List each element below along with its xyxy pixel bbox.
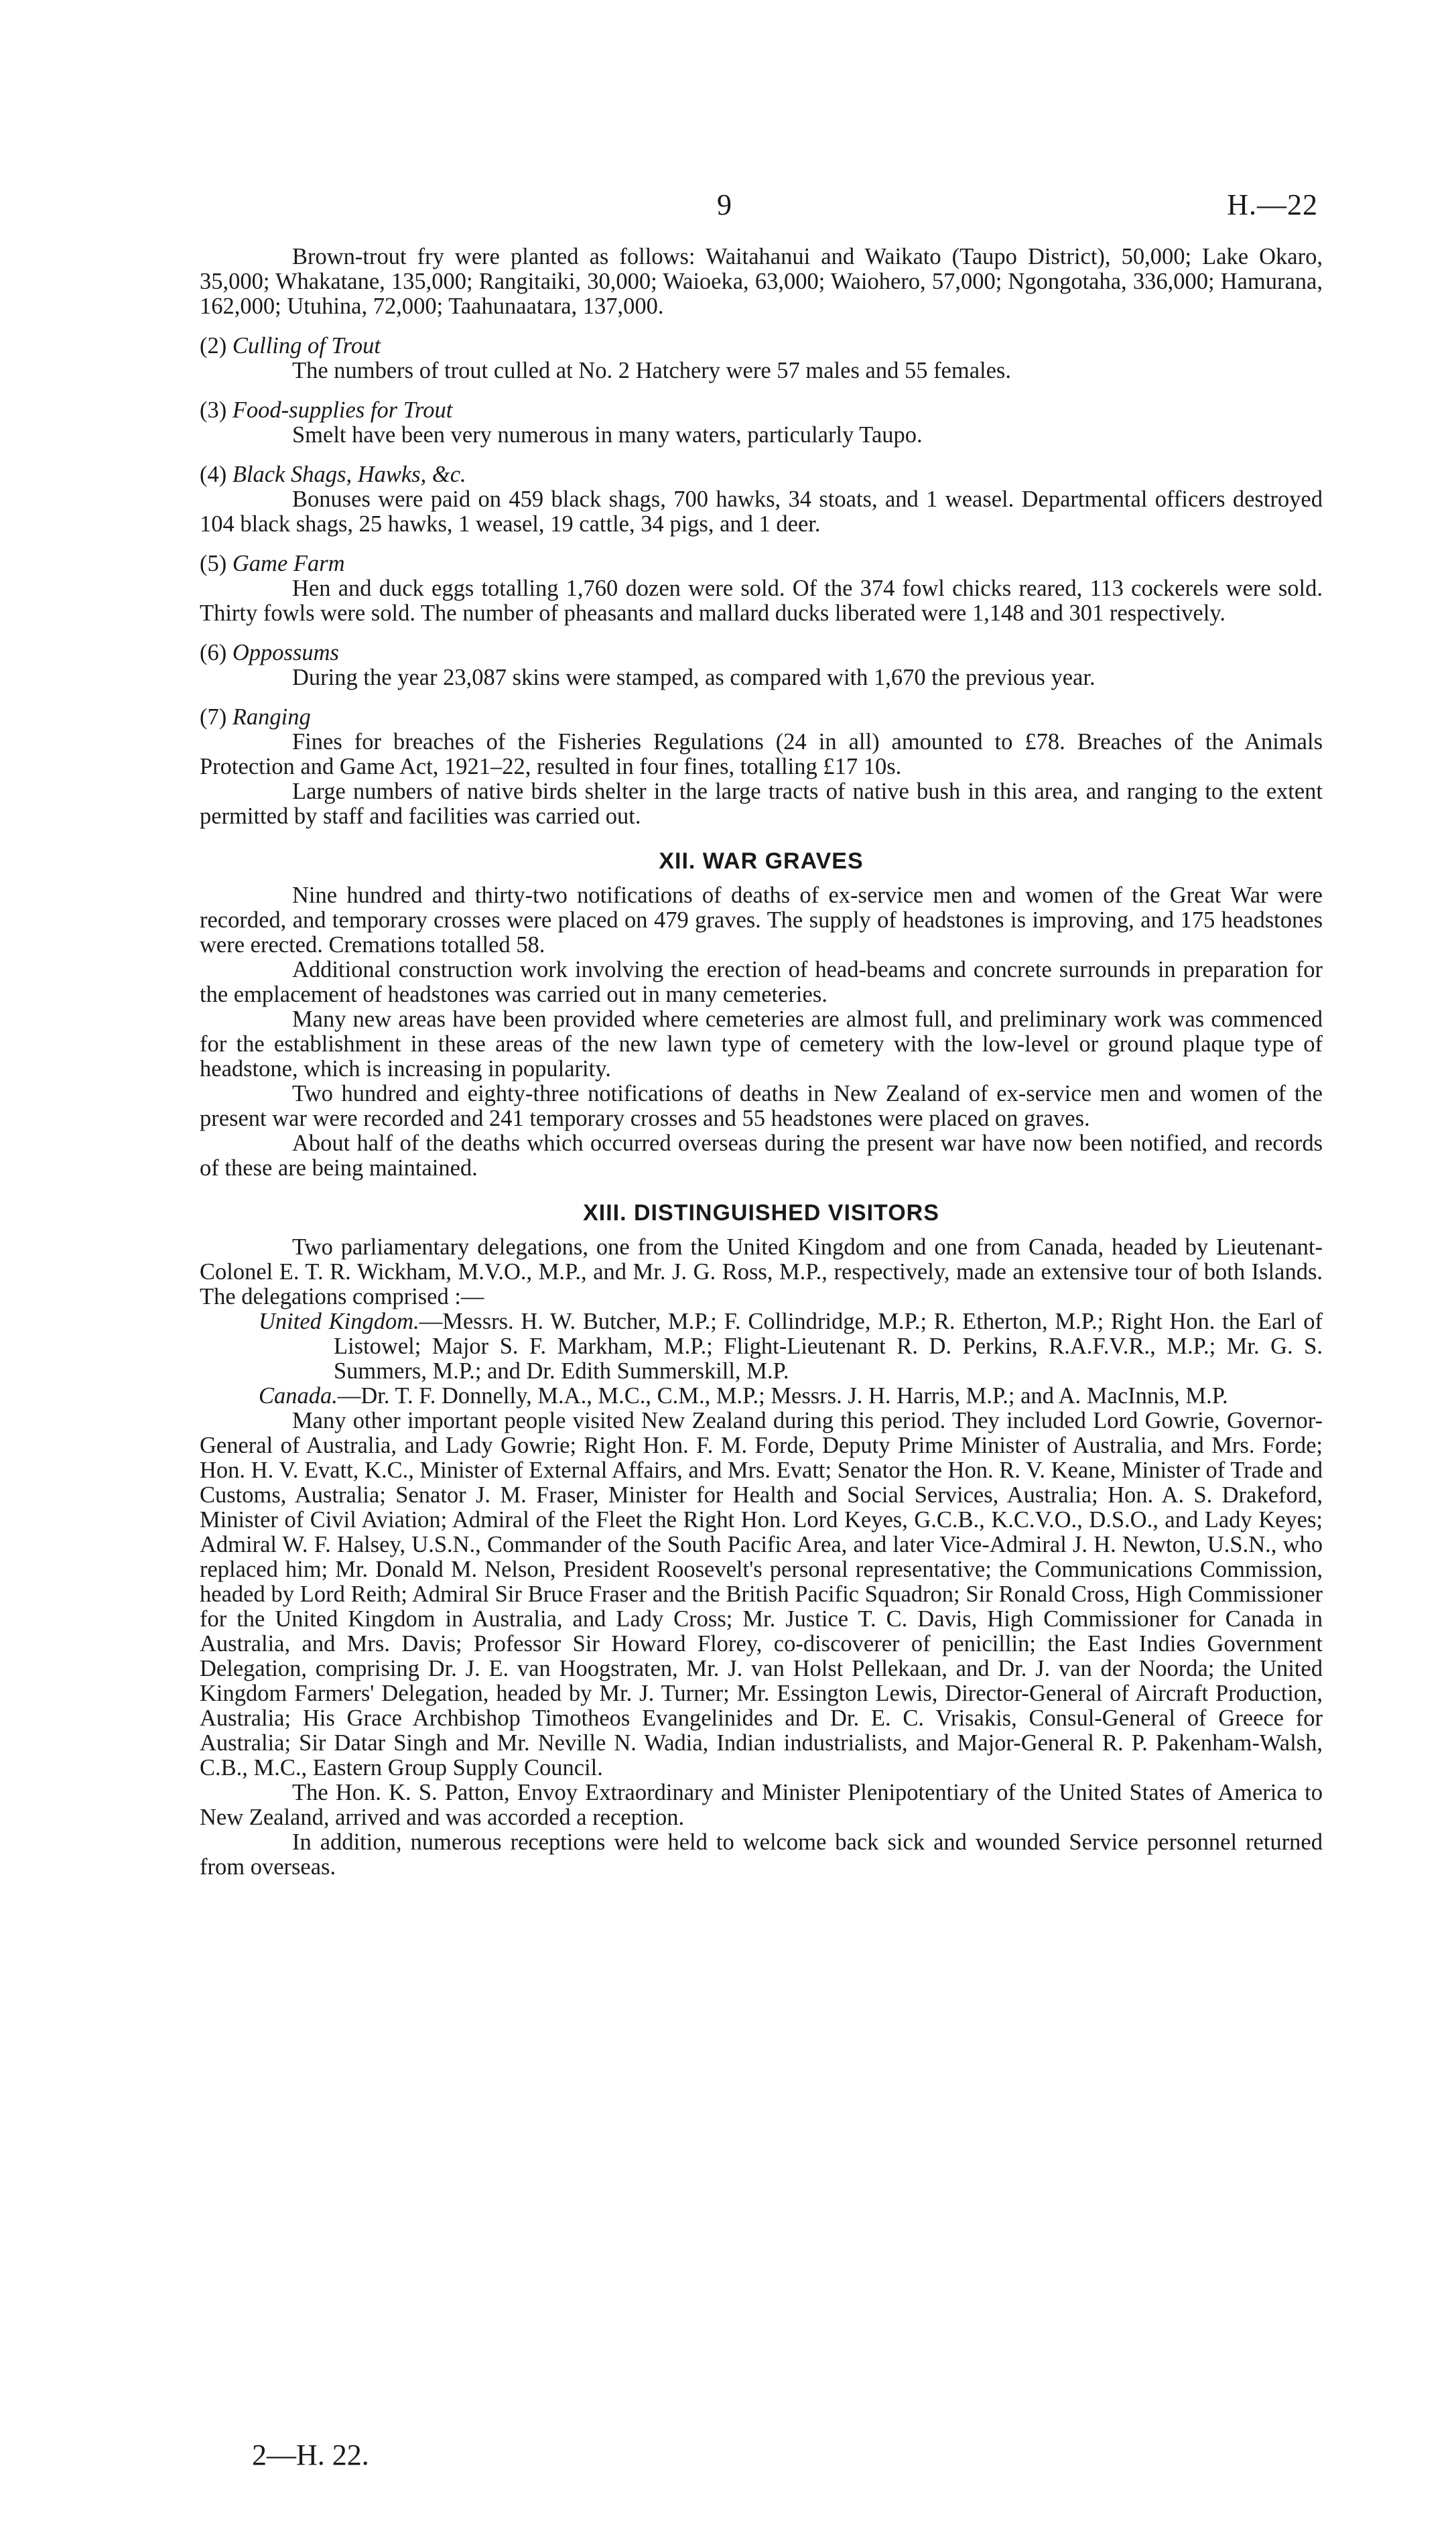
subsection-text: During the year 23,087 skins were stamped, as compared with 1,670 the previous year. [292, 665, 1096, 690]
visitors-intro: Two parliamentary delegations, one from the United Kingdom and one from Canada, headed by Lieutenant-Colonel E. T. R. Wickham, M.V.O., M.P., and Mr. J. G. Ross, M.P., respectively, made an extensive tour of both Islands. The delegations comprised :— [200, 1234, 1323, 1309]
subsection-text: Bonuses were paid on 459 black shags, 700 hawks, 34 stoats, and 1 weasel. Departmental officers destroyed 104 black shags, 25 hawks, 1 weasel, 19 cattle, 34 pigs, and 1 deer. [200, 487, 1323, 537]
delegation-canada [200, 1384, 1323, 1409]
subsection-text: Hen and duck eggs totalling 1,760 dozen were sold. Of the 374 fowl chicks reared, 113 cockerels were sold. Thirty fowls were sold. The number of pheasants and mallard ducks liberated were 1,148 and 301 respectively. [200, 576, 1323, 626]
subsection-text: The numbers of trout culled at No. 2 Hatchery were 57 males and 55 females. [292, 358, 1011, 383]
delegation-members: —Messrs. H. W. Butcher, M.P.; F. Collindridge, M.P.; R. Etherton, M.P.; Right Hon. the Earl of Listowel; Major S. F. Markham, M.P.; Flight-Lieutenant R. D. Perkins, R.A.F.V.R., M.P.; Mr. G. S. Summers, M.P.; and Dr. Edith Summerskill, M.P. [334, 1309, 1323, 1384]
document-reference: H.—22 [1227, 188, 1318, 221]
subsection-heading: (3) Food-supplies for Trout [200, 397, 453, 423]
subsection-game-farm [200, 552, 1323, 626]
page-header [0, 188, 1456, 228]
subsection-ranging [200, 705, 1323, 829]
subsection-text: Smelt have been very numerous in many waters, particularly Taupo. [292, 422, 923, 448]
visitors-paragraph: Many other important people visited New Zealand during this period. They included Lord Gowrie, Governor-General of Australia, and Lady Gowrie; Right Hon. F. M. Forde, Deputy Prime Minister of Australia, and Mrs. Forde; Hon. H. V. Evatt, K.C., Minister of External Affairs, and Mrs. Evatt; Senator the Hon. R. V. Keane, Minister of Trade and Customs, Australia; Senator J. M. Fraser, Minister for Health and Social Services, Australia; Hon. A. S. Drakeford, Minister of Civil Aviation; Admiral of the Fleet the Right Hon. Lord Keyes, G.C.B., K.C.V.O., D.S.O., and Lady Keyes; Admiral W. F. Halsey, U.S.N., Commander of the South Pacific Area, and later Vice-Admiral J. H. Newton, U.S.N., who replaced him; Mr. Donald M. Nelson, President Roosevelt's personal representative; the Communications Commission, headed by Lord Reith; Admiral Sir Bruce Fraser and the British Pacific Squadron; Sir Ronald Cross, High Commissioner for the United Kingdom in Australia, and Lady Cross; Mr. Justice T. C. Davis, High Commissioner for Canada in Australia, and Mrs. Davis; Professor Sir Howard Florey, co-discoverer of penicillin; the East Indies Government Delegation, comprising Dr. J. E. van Hoogstraten, Mr. J. van Holst Pellekaan, and Dr. J. van der Noorda; the United Kingdom Farmers' Delegation, headed by Mr. J. Turner; Mr. Essington Lewis, Director-General of Aircraft Production, Australia; His Grace Archbishop Timotheos Evangelinides and Dr. E. C. Vrisakis, Consul-General of Greece for Australia; Sir Datar Singh and Mr. Neville N. Wadia, Indian industrialists, and Major-General R. P. Pakenham-Walsh, C.B., M.C., Eastern Group Supply Council. [200, 1408, 1323, 1781]
subsection-text: Large numbers of native birds shelter in the large tracts of native bush in this area, and ranging to the extent permitted by staff and facilities was carried out. [200, 779, 1323, 829]
section-heading-distinguished-visitors: XIII. DISTINGUISHED VISITORS [583, 1200, 939, 1226]
subsection-heading: (4) Black Shags, Hawks, &c. [200, 462, 466, 487]
subsection-heading: (6) Oppossums [200, 640, 339, 665]
delegation-members: —Dr. T. F. Donnelly, M.A., M.C., C.M., M.P.; Messrs. J. H. Harris, M.P.; and A. MacInnis, M.P. [337, 1383, 1228, 1409]
subsection-food-supplies [200, 398, 1323, 448]
war-graves-paragraph: Nine hundred and thirty-two notifications of deaths of ex-service men and women of the Great War were recorded, and temporary crosses were placed on 479 graves. The supply of headstones is improving, and 175 headstones were erected. Cremations totalled 58. [200, 883, 1323, 958]
section-heading-war-graves: XII. WAR GRAVES [659, 848, 864, 874]
war-graves-paragraph: Additional construction work involving the erection of head-beams and concrete surrounds in preparation for the emplacement of headstones was carried out in many cemeteries. [200, 957, 1323, 1007]
subsection-heading: (5) Game Farm [200, 551, 345, 576]
page-body [200, 245, 1323, 1880]
visitors-paragraph: The Hon. K. S. Patton, Envoy Extraordinary and Minister Plenipotentiary of the United States of America to New Zealand, arrived and was accorded a reception. [200, 1780, 1323, 1830]
delegation-country: United Kingdom. [259, 1309, 419, 1334]
subsection-heading: (7) Ranging [200, 704, 311, 730]
subsection-heading: (2) Culling of Trout [200, 333, 381, 359]
intro-paragraph: Brown-trout fry were planted as follows: Waitahanui and Waikato (Taupo District), 50,000; Lake Okaro, 35,000; Whakatane, 135,000; Rangitaiki, 30,000; Waioeka, 63,000; Waiohero, 57,000; Ngongotaha, 336,000; Hamurana, 162,000; Utuhina, 72,000; Taahunaatara, 137,000. [200, 244, 1323, 319]
war-graves-paragraph: Two hundred and eighty-three notifications of deaths in New Zealand of ex-service men and women of the present war were recorded and 241 temporary crosses and 55 headstones were placed on graves. [200, 1081, 1323, 1131]
footer-signature: 2—H. 22. [252, 2439, 369, 2471]
visitors-paragraph: In addition, numerous receptions were held to welcome back sick and wounded Service personnel returned from overseas. [200, 1829, 1323, 1880]
war-graves-paragraph: About half of the deaths which occurred overseas during the present war have now been notified, and records of these are being maintained. [200, 1130, 1323, 1181]
subsection-oppossums [200, 641, 1323, 690]
page-number: 9 [717, 188, 732, 221]
delegation-united-kingdom [200, 1309, 1323, 1384]
subsection-text: Fines for breaches of the Fisheries Regulations (24 in all) amounted to £78. Breaches of the Animals Protection and Game Act, 1921–22, resulted in four fines, totalling £17 10s. [200, 729, 1323, 779]
subsection-black-shags [200, 462, 1323, 537]
war-graves-paragraph: Many new areas have been provided where cemeteries are almost full, and preliminary work was commenced for the establishment in these areas of the new lawn type of cemetery with the low-level or ground plaque type of headstone, which is increasing in popularity. [200, 1007, 1323, 1082]
delegation-country: Canada. [259, 1383, 338, 1409]
subsection-culling [200, 334, 1323, 383]
